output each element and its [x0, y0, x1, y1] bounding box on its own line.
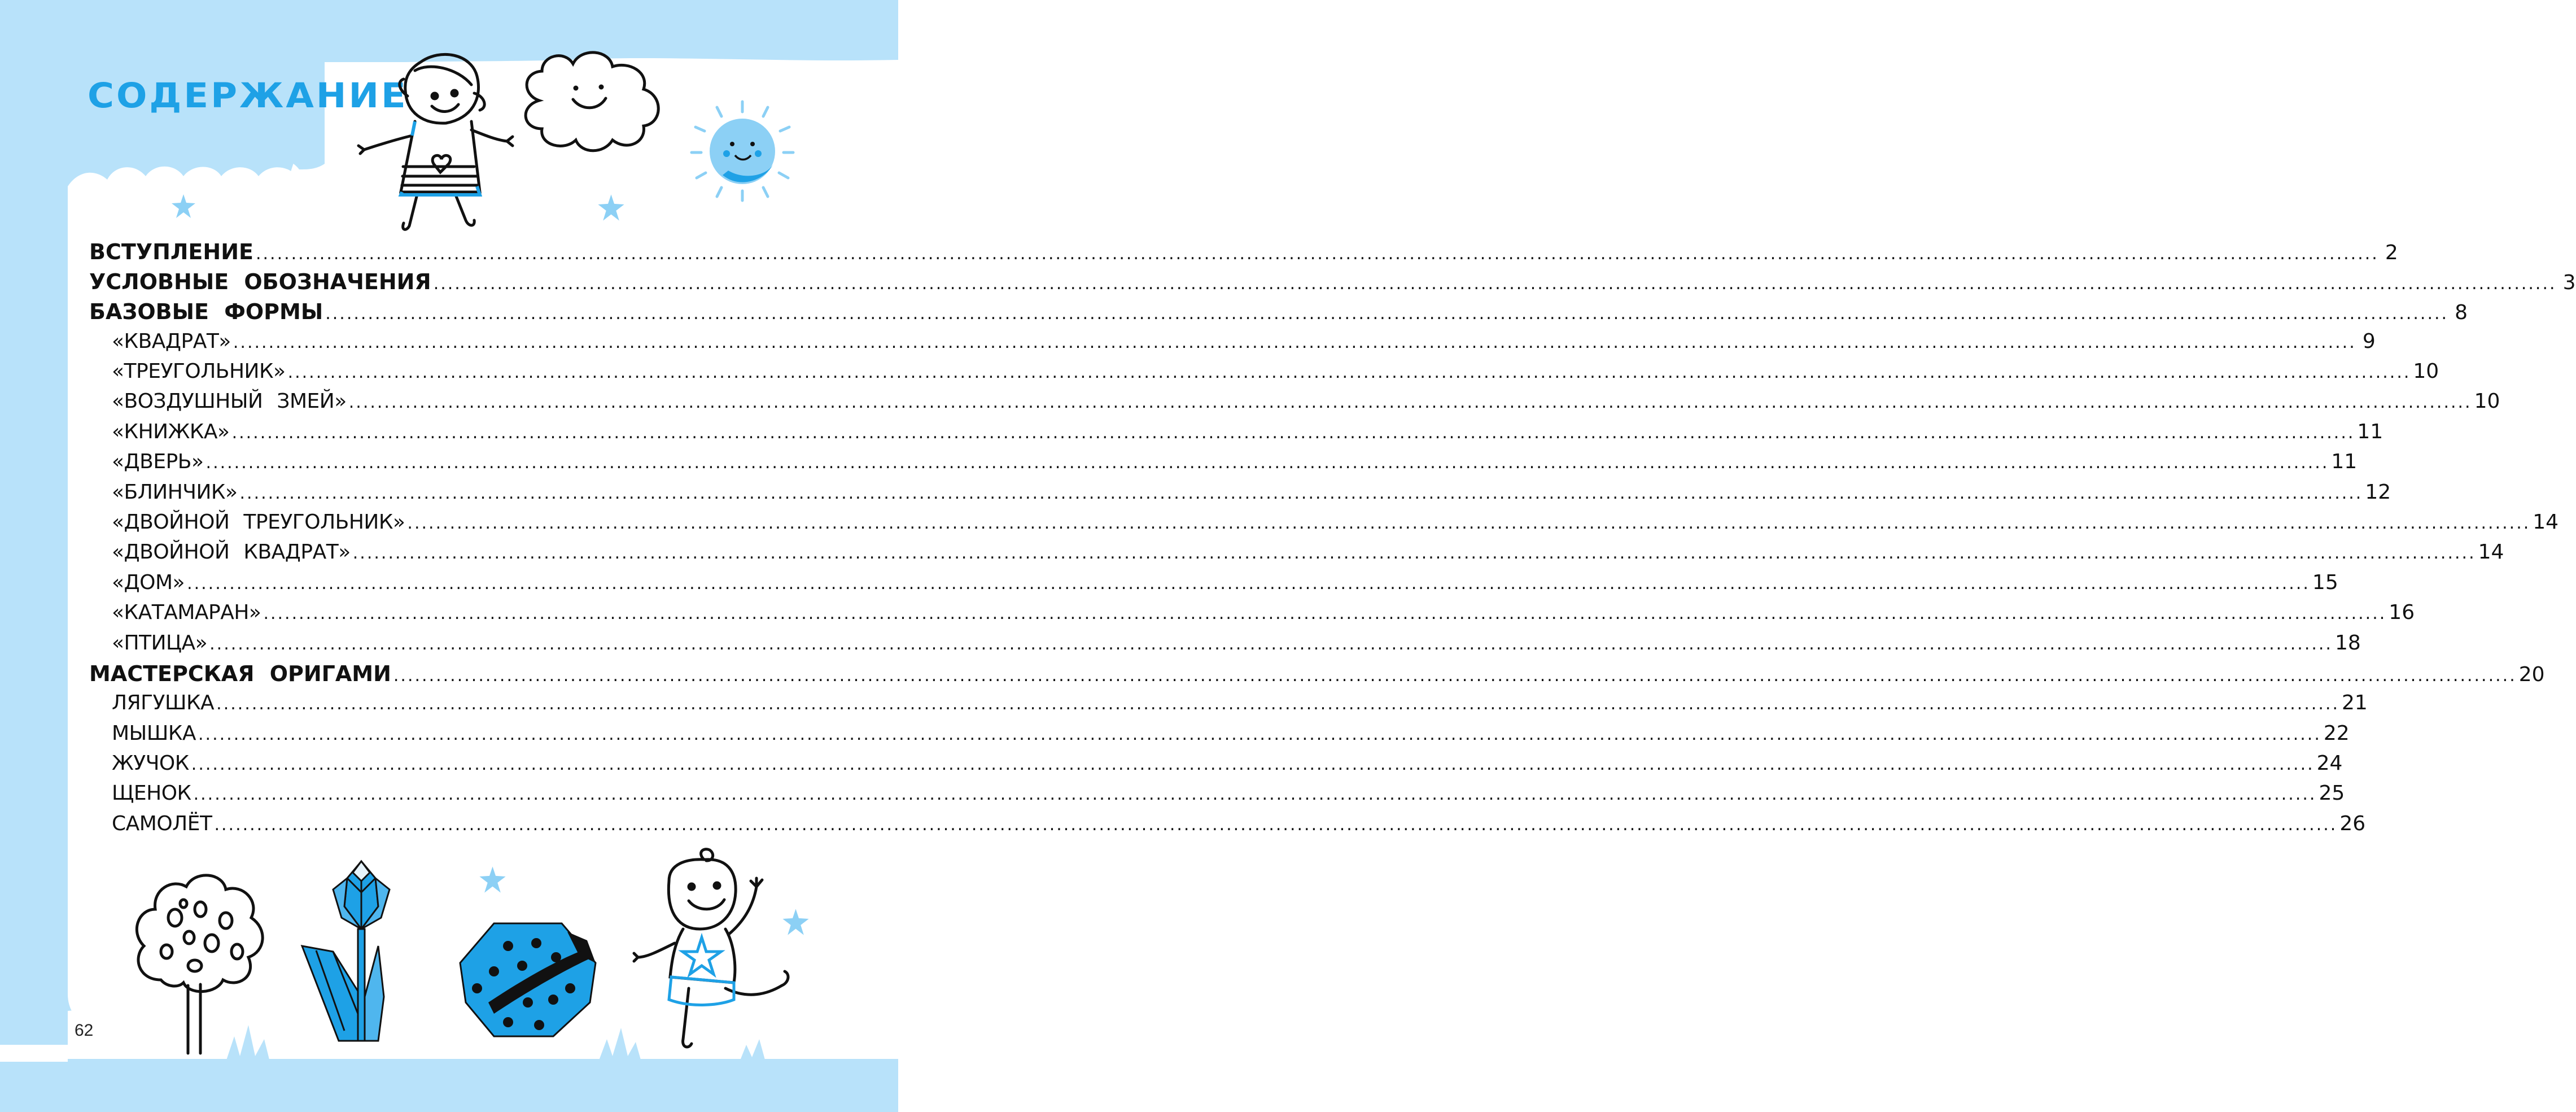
page-title: СОДЕРЖАНИЕ [88, 76, 408, 116]
toc-entry[interactable] [112, 420, 2383, 451]
toc-entry[interactable] [112, 571, 2338, 601]
toc-leader-dots: ............................................................................................................................................................................................................................................................................................................ [393, 666, 2517, 686]
toc-entry-title: ЛЯГУШКА [112, 691, 215, 714]
toc-entry[interactable] [112, 450, 2358, 481]
toc-leader-dots: ............................................................................................................................................................................................................................................................................................................ [231, 423, 2355, 443]
boy-doodle [635, 847, 810, 1056]
toc-entry-page: 18 [2334, 631, 2361, 655]
toc-entry-page: 15 [2312, 571, 2338, 594]
toc-entry-title: «БЛИНЧИК» [112, 481, 238, 504]
toc-entry-page: 21 [2342, 691, 2368, 714]
toc-entry-title: «КАТАМАРАН» [112, 601, 261, 624]
toc-entry-title: «ДВОЙНОЙ КВАДРАТ» [112, 540, 351, 564]
toc-entry-title: САМОЛЁТ [112, 812, 212, 835]
toc-entry-page: 11 [2357, 420, 2383, 443]
toc-entry[interactable] [112, 390, 2500, 420]
toc-entry[interactable] [112, 752, 2343, 782]
toc-entry-title: «ТРЕУГОЛЬНИК» [112, 360, 286, 383]
toc-entry-title: «ВОЗДУШНЫЙ ЗМЕЙ» [112, 390, 347, 413]
star-icon [477, 864, 508, 895]
toc-entry-title: ВСТУПЛЕНИЕ [89, 239, 253, 264]
toc-leader-dots: ............................................................................................................................................................................................................................................................................................................ [233, 333, 2356, 352]
toc-leader-dots: ............................................................................................................................................................................................................................................................................................................ [214, 815, 2338, 835]
toc-entry-title: «ДВЕРЬ» [112, 450, 204, 473]
toc-entry-page: 2 [2385, 241, 2398, 264]
toc-entry[interactable] [112, 540, 2504, 571]
toc-leader-dots: ............................................................................................................................................................................................................................................................................................................ [263, 604, 2387, 623]
toc-entry-page: 8 [2455, 301, 2468, 324]
toc-entry-page: 12 [2365, 481, 2391, 504]
origami-tulip [299, 861, 423, 1048]
sun-doodle [683, 96, 802, 203]
toc-entry-title: «ДВОЙНОЙ ТРЕУГОЛЬНИК» [112, 511, 405, 534]
toc-entry-page: 9 [2362, 330, 2376, 353]
toc-leader-dots: ............................................................................................................................................................................................................................................................................................................ [198, 725, 2321, 744]
toc-entry-title: МЫШКА [112, 722, 196, 745]
toc-entry-title: УСЛОВНЫЕ ОБОЗНАЧЕНИЯ [89, 269, 431, 294]
toc-leader-dots: ............................................................................................................................................................................................................................................................................................................ [193, 784, 2317, 804]
toc-entry-page: 10 [2413, 360, 2439, 383]
toc-entry[interactable] [89, 269, 2576, 300]
tree-doodle [127, 867, 274, 1059]
page-number: 62 [75, 1021, 94, 1040]
toc-entry-title: БАЗОВЫЕ ФОРМЫ [89, 299, 323, 324]
toc-entry-page: 16 [2389, 601, 2415, 624]
toc-entry-title: «ПТИЦА» [112, 631, 208, 655]
toc-entry[interactable] [112, 601, 2415, 631]
toc-entry[interactable] [112, 330, 2376, 360]
star-icon [596, 192, 627, 223]
girl-doodle [356, 51, 525, 237]
toc-entry[interactable] [112, 481, 2391, 511]
toc-entry-title: «КНИЖКА» [112, 420, 230, 443]
toc-entry-title: ЩЕНОК [112, 782, 191, 805]
toc-entry[interactable] [112, 360, 2439, 390]
origami-ladybug [454, 918, 601, 1042]
toc-entry-page: 20 [2518, 663, 2545, 686]
toc-entry[interactable] [89, 661, 2545, 692]
toc-entry-title: МАСТЕРСКАЯ ОРИГАМИ [89, 661, 391, 686]
toc-entry-page: 14 [2533, 511, 2559, 534]
cloud-doodle [517, 50, 669, 157]
toc-leader-dots: ............................................................................................................................................................................................................................................................................................................ [191, 755, 2315, 774]
toc-entry-page: 26 [2339, 812, 2366, 835]
toc-leader-dots: ............................................................................................................................................................................................................................................................................................................ [325, 304, 2449, 324]
toc-leader-dots: ............................................................................................................................................................................................................................................................................................................ [433, 274, 2557, 294]
toc-leader-dots: ............................................................................................................................................................................................................................................................................................................ [407, 513, 2531, 533]
star-icon [169, 192, 198, 220]
toc-entry-page: 11 [2331, 450, 2358, 473]
toc-entry-page: 14 [2478, 540, 2504, 564]
toc-leader-dots: ............................................................................................................................................................................................................................................................................................................ [205, 453, 2329, 473]
toc-entry[interactable] [112, 812, 2366, 843]
toc-leader-dots: ............................................................................................................................................................................................................................................................................................................ [255, 244, 2379, 264]
toc-entry-title: ЖУЧОК [112, 752, 189, 775]
toc-entry[interactable] [112, 511, 2559, 541]
toc-leader-dots: ............................................................................................................................................................................................................................................................................................................ [287, 363, 2411, 382]
toc-leader-dots: ............................................................................................................................................................................................................................................................................................................ [348, 393, 2472, 412]
toc-leader-dots: ............................................................................................................................................................................................................................................................................................................ [209, 634, 2333, 654]
toc-entry-page: 24 [2316, 752, 2343, 775]
toc-entry[interactable] [112, 631, 2361, 662]
toc-entry[interactable] [112, 722, 2350, 752]
toc-leader-dots: ............................................................................................................................................................................................................................................................................................................ [352, 543, 2476, 563]
toc-leader-dots: ............................................................................................................................................................................................................................................................................................................ [216, 694, 2340, 714]
toc-entry-title: «КВАДРАТ» [112, 330, 231, 353]
toc-entry-page: 25 [2319, 782, 2345, 805]
toc-entry-page: 10 [2474, 390, 2500, 413]
toc-entry-title: «ДОМ» [112, 571, 185, 594]
toc-entry-page: 22 [2323, 722, 2350, 745]
toc-entry[interactable] [89, 299, 2468, 330]
toc-entry-page: 3 [2562, 271, 2576, 294]
toc-entry[interactable] [112, 782, 2345, 812]
toc-entry[interactable] [112, 691, 2368, 722]
toc-leader-dots: ............................................................................................................................................................................................................................................................................................................ [187, 574, 2310, 594]
toc-entry[interactable] [89, 239, 2398, 270]
toc-leader-dots: ............................................................................................................................................................................................................................................................................................................ [239, 483, 2363, 503]
